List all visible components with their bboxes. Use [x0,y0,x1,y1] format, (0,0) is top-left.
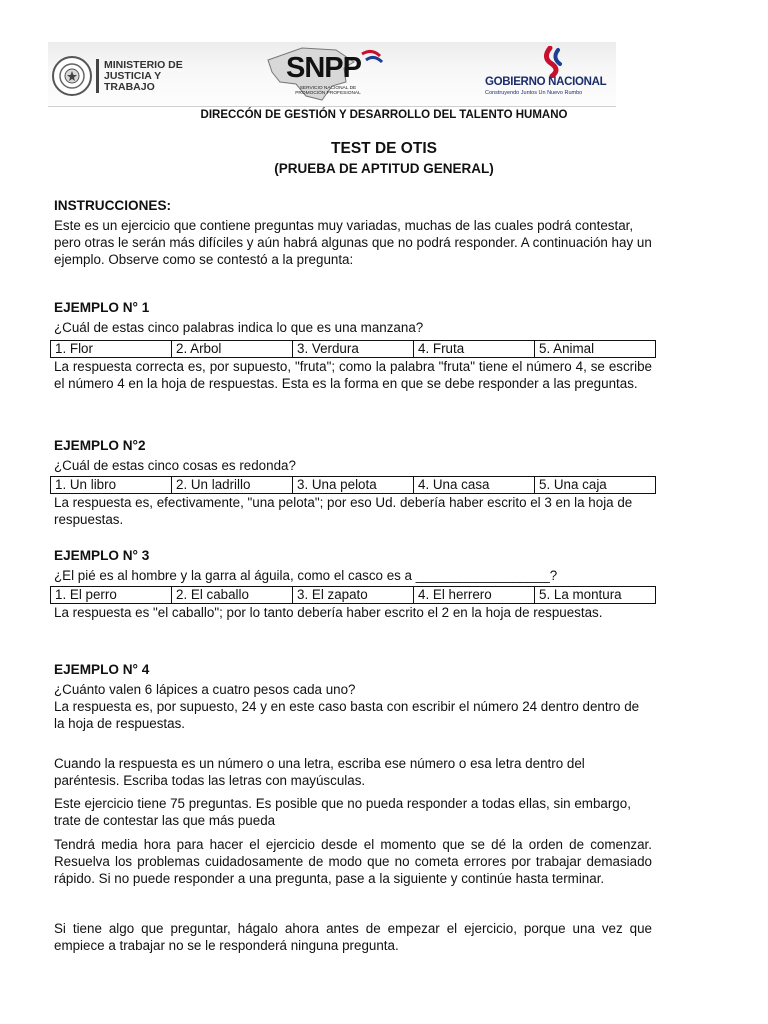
page-subtitle: (PRUEBA DE APTITUD GENERAL) [274,161,494,176]
example-3-option-3: 3. El zapato [293,587,414,604]
instructions-text: Este es un ejercicio que contiene preguntas muy variadas, muchas de las cuales podrá contestar, pero otras le serán más difíciles y aún habrá algunas que no podrá responder. A continuación hay un ejemplo. Observe como se contestó a la pregunta: [54,218,652,267]
ministry-logo [52,56,183,96]
gobierno-name: GOBIERNO NACIONAL [485,76,607,88]
example-2-question: ¿Cuál de estas cinco cosas es redonda? [54,458,296,473]
gobierno-logo [482,46,614,102]
example-1-option-5: 5. Animal [535,341,656,358]
instructions-heading: INSTRUCCIONES: [54,198,172,213]
example-1-option-2: 2. Arbol [172,341,293,358]
example-3-option-1: 1. El perro [51,587,172,604]
example-2-options [50,476,656,494]
example-1-question: ¿Cuál de estas cinco palabras indica lo que es una manzana? [54,320,424,335]
example-2-answer: La respuesta es, efectivamente, "una pelota"; por eso Ud. debería haber escrito el 3 en la hoja de respuestas. [54,495,633,527]
paragraph-questions: Si tiene algo que preguntar, hágalo ahora antes de empezar el ejercicio, porque una vez que empiece a trabajar no se le responderá ninguna pregunta. [54,921,652,953]
example-4-answer: La respuesta es, por supuesto, 24 y en este caso basta con escribir el número 24 dentro dentro de la hoja de respuestas. [54,699,640,731]
example-3-options [50,586,656,604]
gobierno-slogan: Construyendo Juntos Un Nuevo Rumbo [485,90,583,96]
snpp-logo [262,42,412,106]
example-3-heading: EJEMPLO N° 3 [54,548,150,563]
direction-heading: DIRECCÓN DE GESTIÓN Y DESARROLLO DEL TALENTO HUMANO [200,109,568,121]
page-title: TEST DE OTIS [331,140,437,157]
example-1-answer: La respuesta correcta es, por supuesto, "fruta"; como la palabra "fruta" tiene el número 4, se escribe el número 4 en la hoja de respuestas. Esta es la forma en que se debe responder a las preguntas. [54,359,652,391]
ministry-line-1: MINISTERIO DE [104,58,183,71]
example-1-option-3: 3. Verdura [293,341,414,358]
paragraph-question-count: Este ejercicio tiene 75 preguntas. Es posible que no pueda responder a todas ellas, sin embargo, trate de contestar las que más pueda [54,796,631,828]
example-4-question: ¿Cuánto valen 6 lápices a cuatro pesos cada uno? [54,682,356,697]
example-2-option-5: 5. Una caja [535,477,656,494]
paragraph-answer-format: Cuando la respuesta es un número o una letra, escriba ese número o esa letra dentro del paréntesis. Escriba todas las letras con mayúsculas. [54,756,585,788]
example-1-option-1: 1. Flor [51,341,172,358]
example-1-heading: EJEMPLO N° 1 [54,300,150,315]
example-3-option-2: 2. El caballo [172,587,293,604]
example-2-heading: EJEMPLO N°2 [54,438,146,453]
ministry-seal-icon [52,56,92,96]
example-3-answer: La respuesta es "el caballo"; por lo tanto debería haber escrito el 2 en la hoja de respuestas. [54,605,603,620]
ministry-line-2: JUSTICIA Y [104,69,162,82]
ministry-logo-bar [96,59,99,93]
example-2-option-1: 1. Un libro [51,477,172,494]
ministry-logo-text [104,60,183,93]
example-2-option-2: 2. Un ladrillo [172,477,293,494]
example-4-heading: EJEMPLO N° 4 [54,662,150,677]
letterhead [48,42,616,107]
example-2-option-4: 4. Una casa [414,477,535,494]
snpp-subtitle: SERVICIO NACIONAL DE PROMOCIÓN PROFESIONAL [295,86,361,96]
ministry-line-3: TRABAJO [104,80,155,93]
example-3-option-5: 5. La montura [535,587,656,604]
snpp-name: SNPP [286,52,361,84]
example-3-question: ¿El pié es al hombre y la garra al águila, como el casco es a __________________? [54,568,558,583]
example-3-option-4: 4. El herrero [414,587,535,604]
example-1-options [50,340,656,358]
gobierno-symbol-icon [536,46,576,78]
example-2-option-3: 3. Una pelota [293,477,414,494]
paragraph-time-limit: Tendrá media hora para hacer el ejercicio desde el momento que se dé la orden de comenzar. Resuelva los problemas cuidadosamente de modo que no cometa errores por trabajar demasiado rápido. Si no puede responder a una pregunta, pase a la siguiente y continúe hasta terminar. [54,837,652,886]
example-1-option-4: 4. Fruta [414,341,535,358]
